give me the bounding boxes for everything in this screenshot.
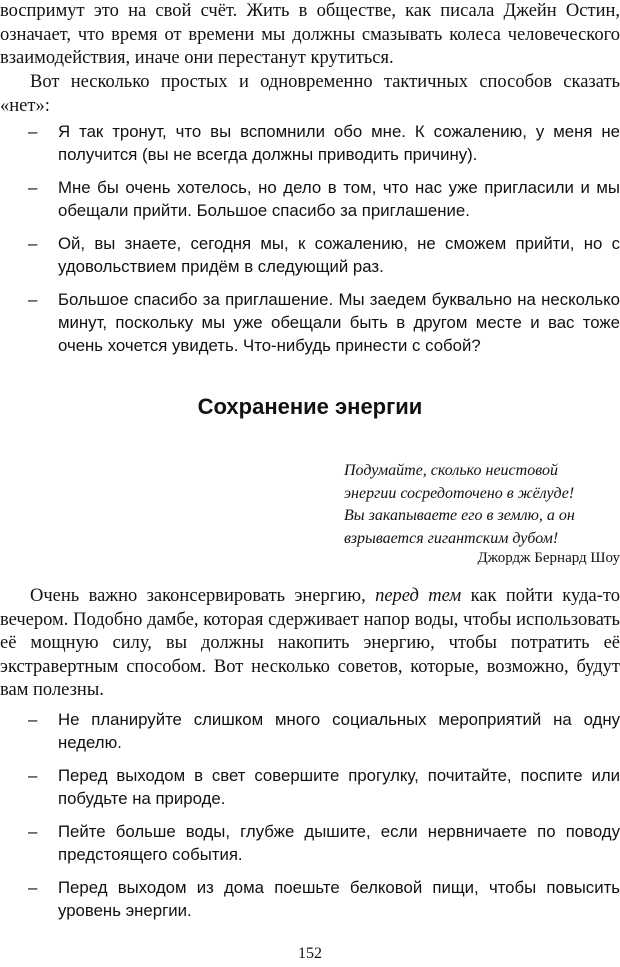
list-item-text: Перед выходом из дома поешьте белковой пищи, чтобы повысить уровень энергии. bbox=[58, 878, 620, 920]
ways-list bbox=[0, 120, 620, 367]
list-dash: – bbox=[28, 122, 38, 141]
energy-text-emphasis: перед тем bbox=[375, 586, 462, 606]
section-title: Сохранение энергии bbox=[197, 394, 423, 419]
intro-paragraph: воспримут это на свой счёт. Жить в обществе, как писала Джейн Остин, означает, что время от времени мы должны смазывать колеса человеческого взаимодействия, иначе они перестанут крутиться. bbox=[0, 1, 620, 68]
list-item-text: Перед выходом в свет совершите прогулку, почитайте, поспите или побудьте на природе. bbox=[58, 766, 620, 808]
epigraph-line: взрывается гигантским дубом! bbox=[344, 529, 559, 547]
list-dash: – bbox=[28, 710, 38, 729]
list-item bbox=[0, 820, 620, 866]
epigraph bbox=[344, 460, 620, 550]
epigraph-line: Подумайте, сколько неистовой bbox=[344, 462, 558, 479]
list-item-text: Ой, вы знаете, сегодня мы, к сожалению, не сможем прийти, но с удовольствием придём в следующий раз. bbox=[58, 234, 620, 276]
list-item-text: Пейте больше воды, глубже дышите, если нервничаете по поводу предстоящего события. bbox=[58, 822, 620, 864]
list-item bbox=[0, 876, 620, 922]
list-dash: – bbox=[28, 766, 38, 785]
list-dash: – bbox=[28, 290, 38, 309]
list-item bbox=[0, 176, 620, 222]
energy-paragraph bbox=[0, 585, 620, 703]
energy-text-after: как пойти куда-то вечером. Подобно дамбе, которая сдерживает напор воды, чтобы использовать её мощную силу, вы должны накопить энергию, чтобы потратить её экстравертным способом. Вот несколько советов, которые, возможно, будут вам полезны. bbox=[0, 586, 620, 700]
list-dash: – bbox=[28, 234, 38, 253]
list-item bbox=[0, 120, 620, 166]
epigraph-author: Джордж Бернард Шоу bbox=[477, 550, 620, 566]
ways-intro-paragraph: Вот несколько простых и одновременно тактичных способов сказать «нет»: bbox=[0, 72, 620, 116]
page-number: 152 bbox=[298, 945, 322, 962]
list-dash: – bbox=[28, 822, 38, 841]
epigraph-line: Вы закапываете его в землю, а он bbox=[344, 507, 575, 524]
epigraph-line: энергии сосредоточено в жёлуде! bbox=[344, 484, 575, 502]
list-item bbox=[0, 232, 620, 278]
list-item-text: Не планируйте слишком много социальных мероприятий на одну неделю. bbox=[58, 710, 620, 752]
list-item-text: Большое спасибо за приглашение. Мы заедем буквально на несколько минут, поскольку мы уже обещали быть в другом месте и вас тоже очень хочется увидеть. Что-нибудь принести с собой? bbox=[58, 290, 620, 355]
list-item bbox=[0, 288, 620, 357]
energy-text-before: Очень важно законсервировать энергию, bbox=[30, 586, 376, 606]
tips-list bbox=[0, 708, 620, 932]
list-item-text: Я так тронут, что вы вспомнили обо мне. К сожалению, у меня не получится (вы не всегда должны приводить причину). bbox=[58, 122, 620, 164]
list-item-text: Мне бы очень хотелось, но дело в том, что нас уже пригласили и мы обещали прийти. Большое спасибо за приглашение. bbox=[58, 178, 620, 220]
list-item bbox=[0, 764, 620, 810]
list-item bbox=[0, 708, 620, 754]
list-dash: – bbox=[28, 878, 38, 897]
list-dash: – bbox=[28, 178, 38, 197]
